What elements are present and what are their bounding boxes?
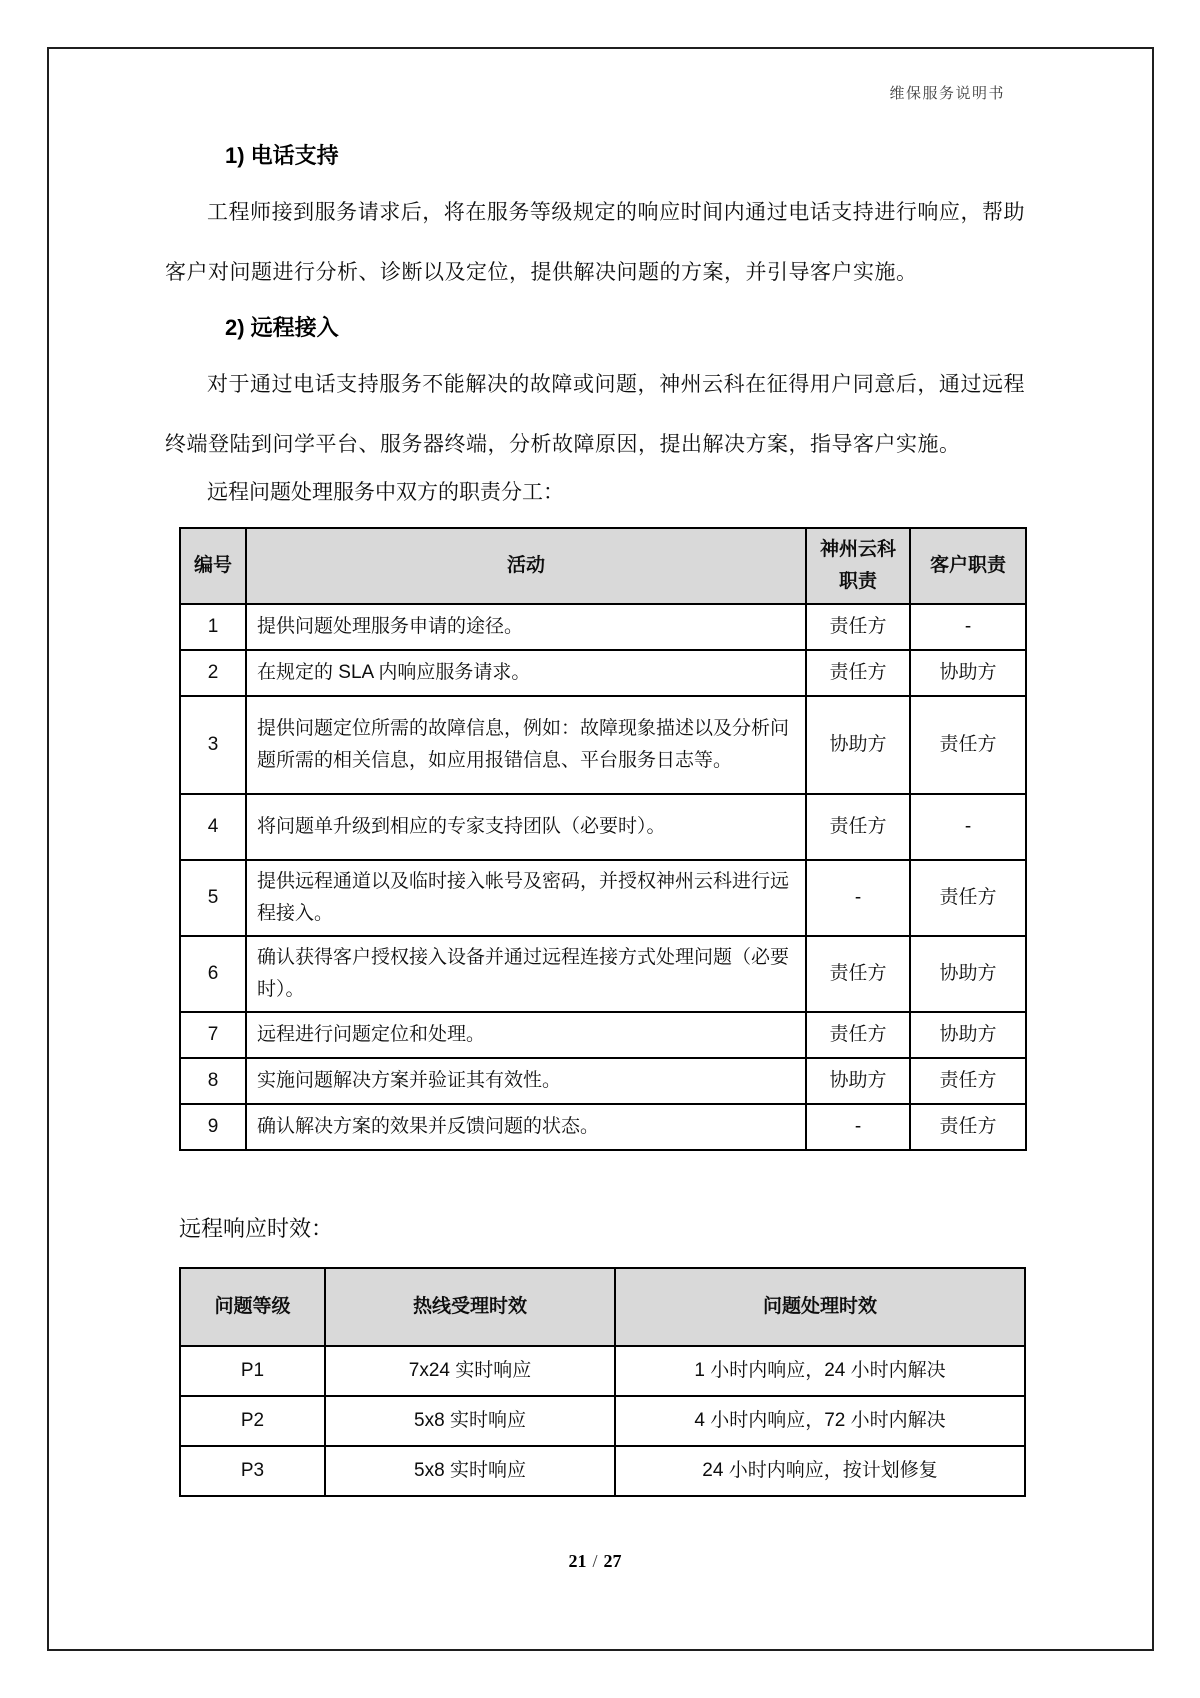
- cell-activity: 实施问题解决方案并验证其有效性。: [246, 1058, 806, 1104]
- cell-id: 8: [180, 1058, 246, 1104]
- cell-customer-duty: 协助方: [910, 650, 1026, 696]
- page-number-current: 21: [568, 1551, 587, 1571]
- cell-activity: 提供远程通道以及临时接入帐号及密码，并授权神州云科进行远程接入。: [246, 860, 806, 936]
- paragraph-remote-access: 对于通过电话支持服务不能解决的故障或问题，神州云科在征得用户同意后，通过远程终端登陆到问学平台、服务器终端，分析故障原因，提出解决方案，指导客户实施。: [165, 373, 1025, 456]
- cell-vendor-duty: -: [806, 860, 910, 936]
- document-page: [47, 47, 1154, 1651]
- page-number: [165, 1551, 1025, 1572]
- cell-vendor-duty: 责任方: [806, 604, 910, 650]
- cell-customer-duty: 责任方: [910, 860, 1026, 936]
- cell-customer-duty: -: [910, 794, 1026, 860]
- sla-table: [179, 1267, 1026, 1497]
- table-row: [180, 794, 1026, 860]
- cell-hotline-sla: 5x8 实时响应: [325, 1446, 615, 1496]
- cell-problem-level: P2: [180, 1396, 325, 1446]
- cell-vendor-duty: -: [806, 1104, 910, 1150]
- table-row: [180, 1446, 1025, 1496]
- table-row: [180, 1396, 1025, 1446]
- cell-id: 6: [180, 936, 246, 1012]
- cell-hotline-sla: 5x8 实时响应: [325, 1396, 615, 1446]
- cell-customer-duty: 协助方: [910, 1012, 1026, 1058]
- table-row: [180, 650, 1026, 696]
- cell-problem-level: P3: [180, 1446, 325, 1496]
- cell-handling-sla: 24 小时内响应，按计划修复: [615, 1446, 1025, 1496]
- cell-activity: 将问题单升级到相应的专家支持团队（必要时）。: [246, 794, 806, 860]
- table-row: [180, 860, 1026, 936]
- cell-id: 4: [180, 794, 246, 860]
- cell-handling-sla: 4 小时内响应，72 小时内解决: [615, 1396, 1025, 1446]
- duty-table: [179, 527, 1027, 1151]
- cell-id: 1: [180, 604, 246, 650]
- cell-problem-level: P1: [180, 1346, 325, 1396]
- cell-handling-sla: 1 小时内响应，24 小时内解决: [615, 1346, 1025, 1396]
- cell-activity: 在规定的 SLA 内响应服务请求。: [246, 650, 806, 696]
- cell-vendor-duty: 责任方: [806, 936, 910, 1012]
- cell-customer-duty: 责任方: [910, 1104, 1026, 1150]
- cell-activity: 远程进行问题定位和处理。: [246, 1012, 806, 1058]
- cell-activity: 提供问题处理服务申请的途径。: [246, 604, 806, 650]
- cell-vendor-duty: 协助方: [806, 696, 910, 794]
- duty-col-header-vendor: 神州云科职责: [806, 528, 910, 604]
- duty-col-header-customer: 客户职责: [910, 528, 1026, 604]
- duty-col-header-activity: 活动: [246, 528, 806, 604]
- sla-col-header-hotline: 热线受理时效: [325, 1268, 615, 1346]
- cell-hotline-sla: 7x24 实时响应: [325, 1346, 615, 1396]
- cell-customer-duty: 责任方: [910, 696, 1026, 794]
- table-row: [180, 696, 1026, 794]
- table-row: [180, 1058, 1026, 1104]
- cell-vendor-duty: 责任方: [806, 650, 910, 696]
- cell-id: 7: [180, 1012, 246, 1058]
- table-row: [180, 936, 1026, 1012]
- sla-table-header-row: [180, 1268, 1025, 1346]
- table-row: [180, 1346, 1025, 1396]
- cell-activity: 确认获得客户授权接入设备并通过远程连接方式处理问题（必要时）。: [246, 936, 806, 1012]
- page-number-total: 27: [603, 1551, 622, 1571]
- cell-vendor-duty: 责任方: [806, 794, 910, 860]
- table-row: [180, 1104, 1026, 1150]
- sla-table-intro: 远程响应时效：: [179, 1216, 334, 1241]
- cell-activity: 确认解决方案的效果并反馈问题的状态。: [246, 1104, 806, 1150]
- cell-vendor-duty: 责任方: [806, 1012, 910, 1058]
- section-heading-remote-access: 2) 远程接入: [225, 315, 339, 340]
- table-row: [180, 1012, 1026, 1058]
- cell-id: 3: [180, 696, 246, 794]
- table-row: [180, 604, 1026, 650]
- section-heading-phone-support: 1) 电话支持: [225, 143, 339, 168]
- duty-col-header-id: 编号: [180, 528, 246, 604]
- cell-customer-duty: -: [910, 604, 1026, 650]
- cell-id: 2: [180, 650, 246, 696]
- duty-table-intro: 远程问题处理服务中双方的职责分工：: [207, 481, 564, 504]
- cell-id: 5: [180, 860, 246, 936]
- sla-col-header-level: 问题等级: [180, 1268, 325, 1346]
- cell-activity: 提供问题定位所需的故障信息，例如：故障现象描述以及分析问题所需的相关信息，如应用报错信息、平台服务日志等。: [246, 696, 806, 794]
- duty-table-header-row: [180, 528, 1026, 604]
- sla-col-header-handling: 问题处理时效: [615, 1268, 1025, 1346]
- cell-customer-duty: 责任方: [910, 1058, 1026, 1104]
- cell-customer-duty: 协助方: [910, 936, 1026, 1012]
- cell-id: 9: [180, 1104, 246, 1150]
- page-number-separator: /: [592, 1551, 598, 1571]
- paragraph-phone-support: 工程师接到服务请求后，将在服务等级规定的响应时间内通过电话支持进行响应，帮助客户对问题进行分析、诊断以及定位，提供解决问题的方案，并引导客户实施。: [165, 201, 1025, 284]
- doc-header-title: 维保服务说明书: [889, 86, 1005, 102]
- cell-vendor-duty: 协助方: [806, 1058, 910, 1104]
